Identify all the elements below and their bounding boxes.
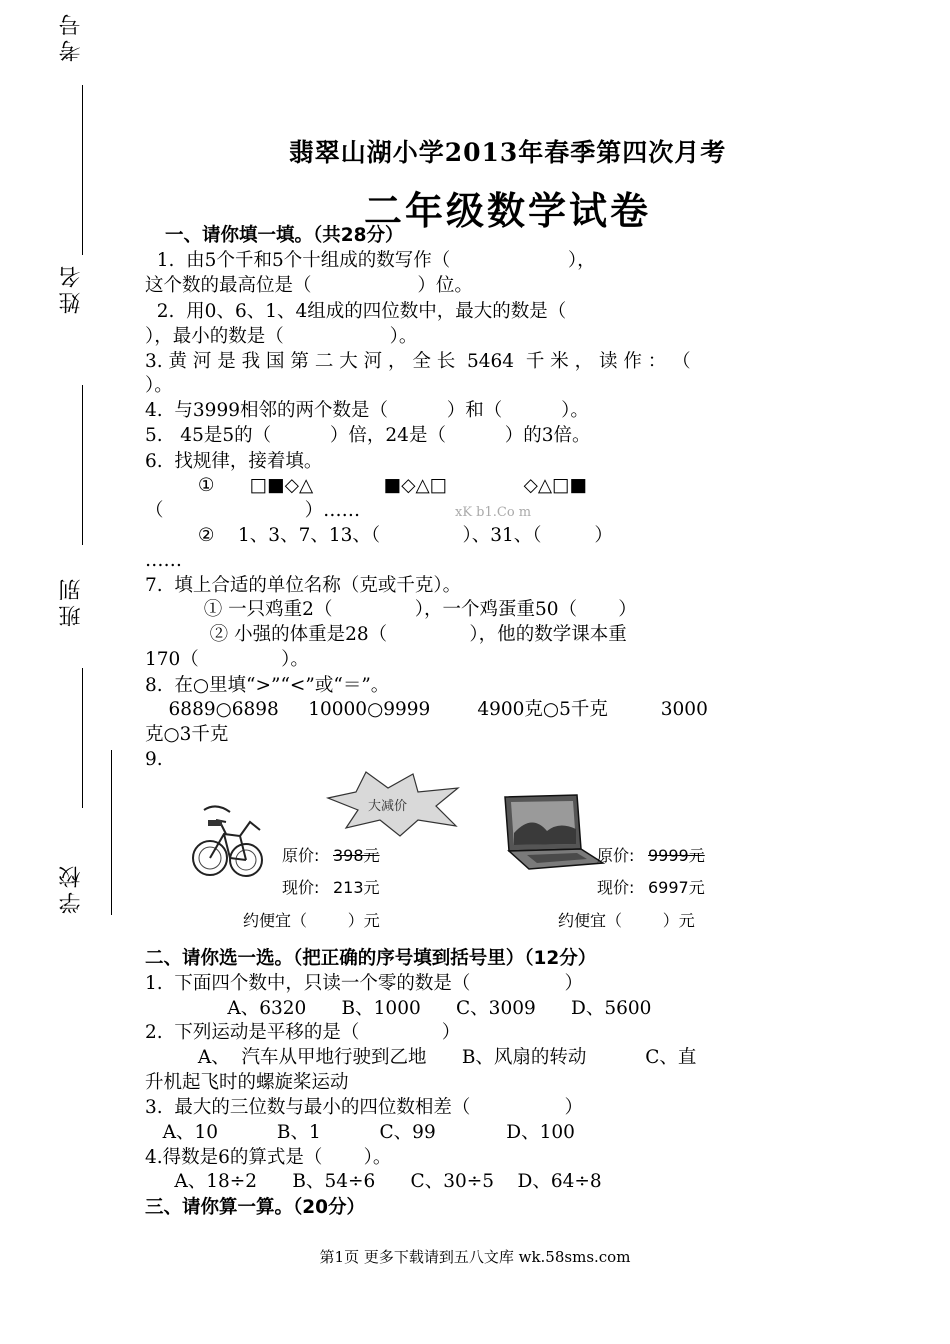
s1-q8b: 克○3千克 xyxy=(145,724,229,745)
s1-q3a: 3. 黄 河 是 我 国 第 二 大 河 ， 全 长 5464 千 米 ， 读 作 ： （ xyxy=(145,351,691,372)
s2-q4: 4.得数是6的算式是（ ）。 xyxy=(145,1147,392,1168)
side-line-name xyxy=(82,385,83,545)
laptop-icon xyxy=(497,793,607,873)
s1-q1b: 这个数的最高位是（ ）位。 xyxy=(145,275,473,296)
side-label-class: 班别 xyxy=(59,575,84,627)
s2-q2: 2. 下列运动是平移的是（ ） xyxy=(145,1022,461,1043)
s1-q6-sequence: ② 1、3、7、13、（ ）、31、（ ） xyxy=(145,525,613,546)
s1-q8: 8. 在○里填“>”“<”或“＝”。 xyxy=(145,675,390,696)
s2-q3-options: A、10 B、1 C、99 D、100 xyxy=(145,1122,575,1143)
s1-q5: 5. 45是5的（ ）倍，24是（ ）的3倍。 xyxy=(145,425,591,446)
s1-q4: 4. 与3999相邻的两个数是（ ）和（ ）。 xyxy=(145,400,589,421)
page-footer: 第1页 更多下载请到五八文库 wk.58sms.com xyxy=(319,1248,631,1266)
side-line-outer xyxy=(111,750,112,915)
s2-q3: 3. 最大的三位数与最小的四位数相差（ ） xyxy=(145,1097,584,1118)
s1-q6-pattern: ① □■◇△ ■◇△□ ◇△□■ xyxy=(145,475,588,496)
s1-q6: 6. 找规律，接着填。 xyxy=(145,451,323,472)
laptop-current-price: 6997元 xyxy=(648,878,705,897)
bicycle-icon xyxy=(190,800,270,882)
s2-q1-options: A、6320 B、1000 C、3009 D、5600 xyxy=(145,998,652,1019)
s2-q2-options-cont: 升机起飞时的螺旋桨运动 xyxy=(145,1072,349,1093)
side-label-school: 学校 xyxy=(59,862,84,914)
s1-q9: 9. xyxy=(145,749,163,770)
section3-heading: 三、请你算一算。（20分） xyxy=(145,1197,365,1218)
s1-q1a: 1. 由5个千和5个十组成的数写作（ ）， xyxy=(145,250,596,271)
price-cut-label: 大减价 xyxy=(368,799,408,814)
exam-school-title: 翡翠山湖小学2013年春季第四次月考 xyxy=(288,138,727,167)
s1-q7c: 170（ ）。 xyxy=(145,649,309,670)
s1-q6-ellipsis: …… xyxy=(145,550,182,571)
bike-current-price: 213元 xyxy=(333,878,380,897)
exam-title: 二年级数学试卷 xyxy=(363,188,651,233)
laptop-original-price-label: 原价: xyxy=(597,846,635,865)
side-label-exam-no: 考号 xyxy=(59,10,84,62)
laptop-original-price: 9999元 xyxy=(648,846,705,865)
laptop-savings: 约便宜（ ）元 xyxy=(558,911,695,930)
laptop-current-price-label: 现价: xyxy=(597,878,635,897)
bike-original-price-label: 原价: xyxy=(282,846,320,865)
watermark: xK b1.Co m xyxy=(455,505,532,520)
s1-q8a: 6889○6898 10000○9999 4900克○5千克 3000 xyxy=(145,699,708,720)
s2-q1: 1. 下面四个数中，只读一个零的数是（ ） xyxy=(145,973,584,994)
side-label-name: 姓名 xyxy=(59,262,84,314)
side-line-class xyxy=(82,668,83,808)
s1-q2b: ），最小的数是（ ）。 xyxy=(145,326,418,347)
s1-q6-blank: （ ）…… xyxy=(145,500,361,521)
bike-original-price: 398元 xyxy=(333,846,380,865)
section1-heading: 一、请你填一填。（共28分） xyxy=(165,225,404,246)
s2-q2-options: A、 汽车从甲地行驶到乙地 B、风扇的转动 C、直 xyxy=(145,1047,697,1068)
bike-savings: 约便宜（ ）元 xyxy=(243,911,380,930)
s1-q7a: ① 一只鸡重2（ ），一个鸡蛋重50（ ） xyxy=(145,599,637,620)
s1-q3b: ）。 xyxy=(145,375,173,396)
section2-heading: 二、请你选一选。（把正确的序号填到括号里）（12分） xyxy=(145,948,597,969)
bike-current-price-label: 现价: xyxy=(282,878,320,897)
s2-q4-options: A、18÷2 B、54÷6 C、30÷5 D、64÷8 xyxy=(145,1171,602,1192)
s1-q2a: 2. 用0、6、1、4组成的四位数中，最大的数是（ xyxy=(145,301,567,322)
s1-q7: 7. 填上合适的单位名称（克或千克）。 xyxy=(145,575,462,596)
s1-q7b: ② 小强的体重是28（ ），他的数学课本重 xyxy=(145,624,627,645)
